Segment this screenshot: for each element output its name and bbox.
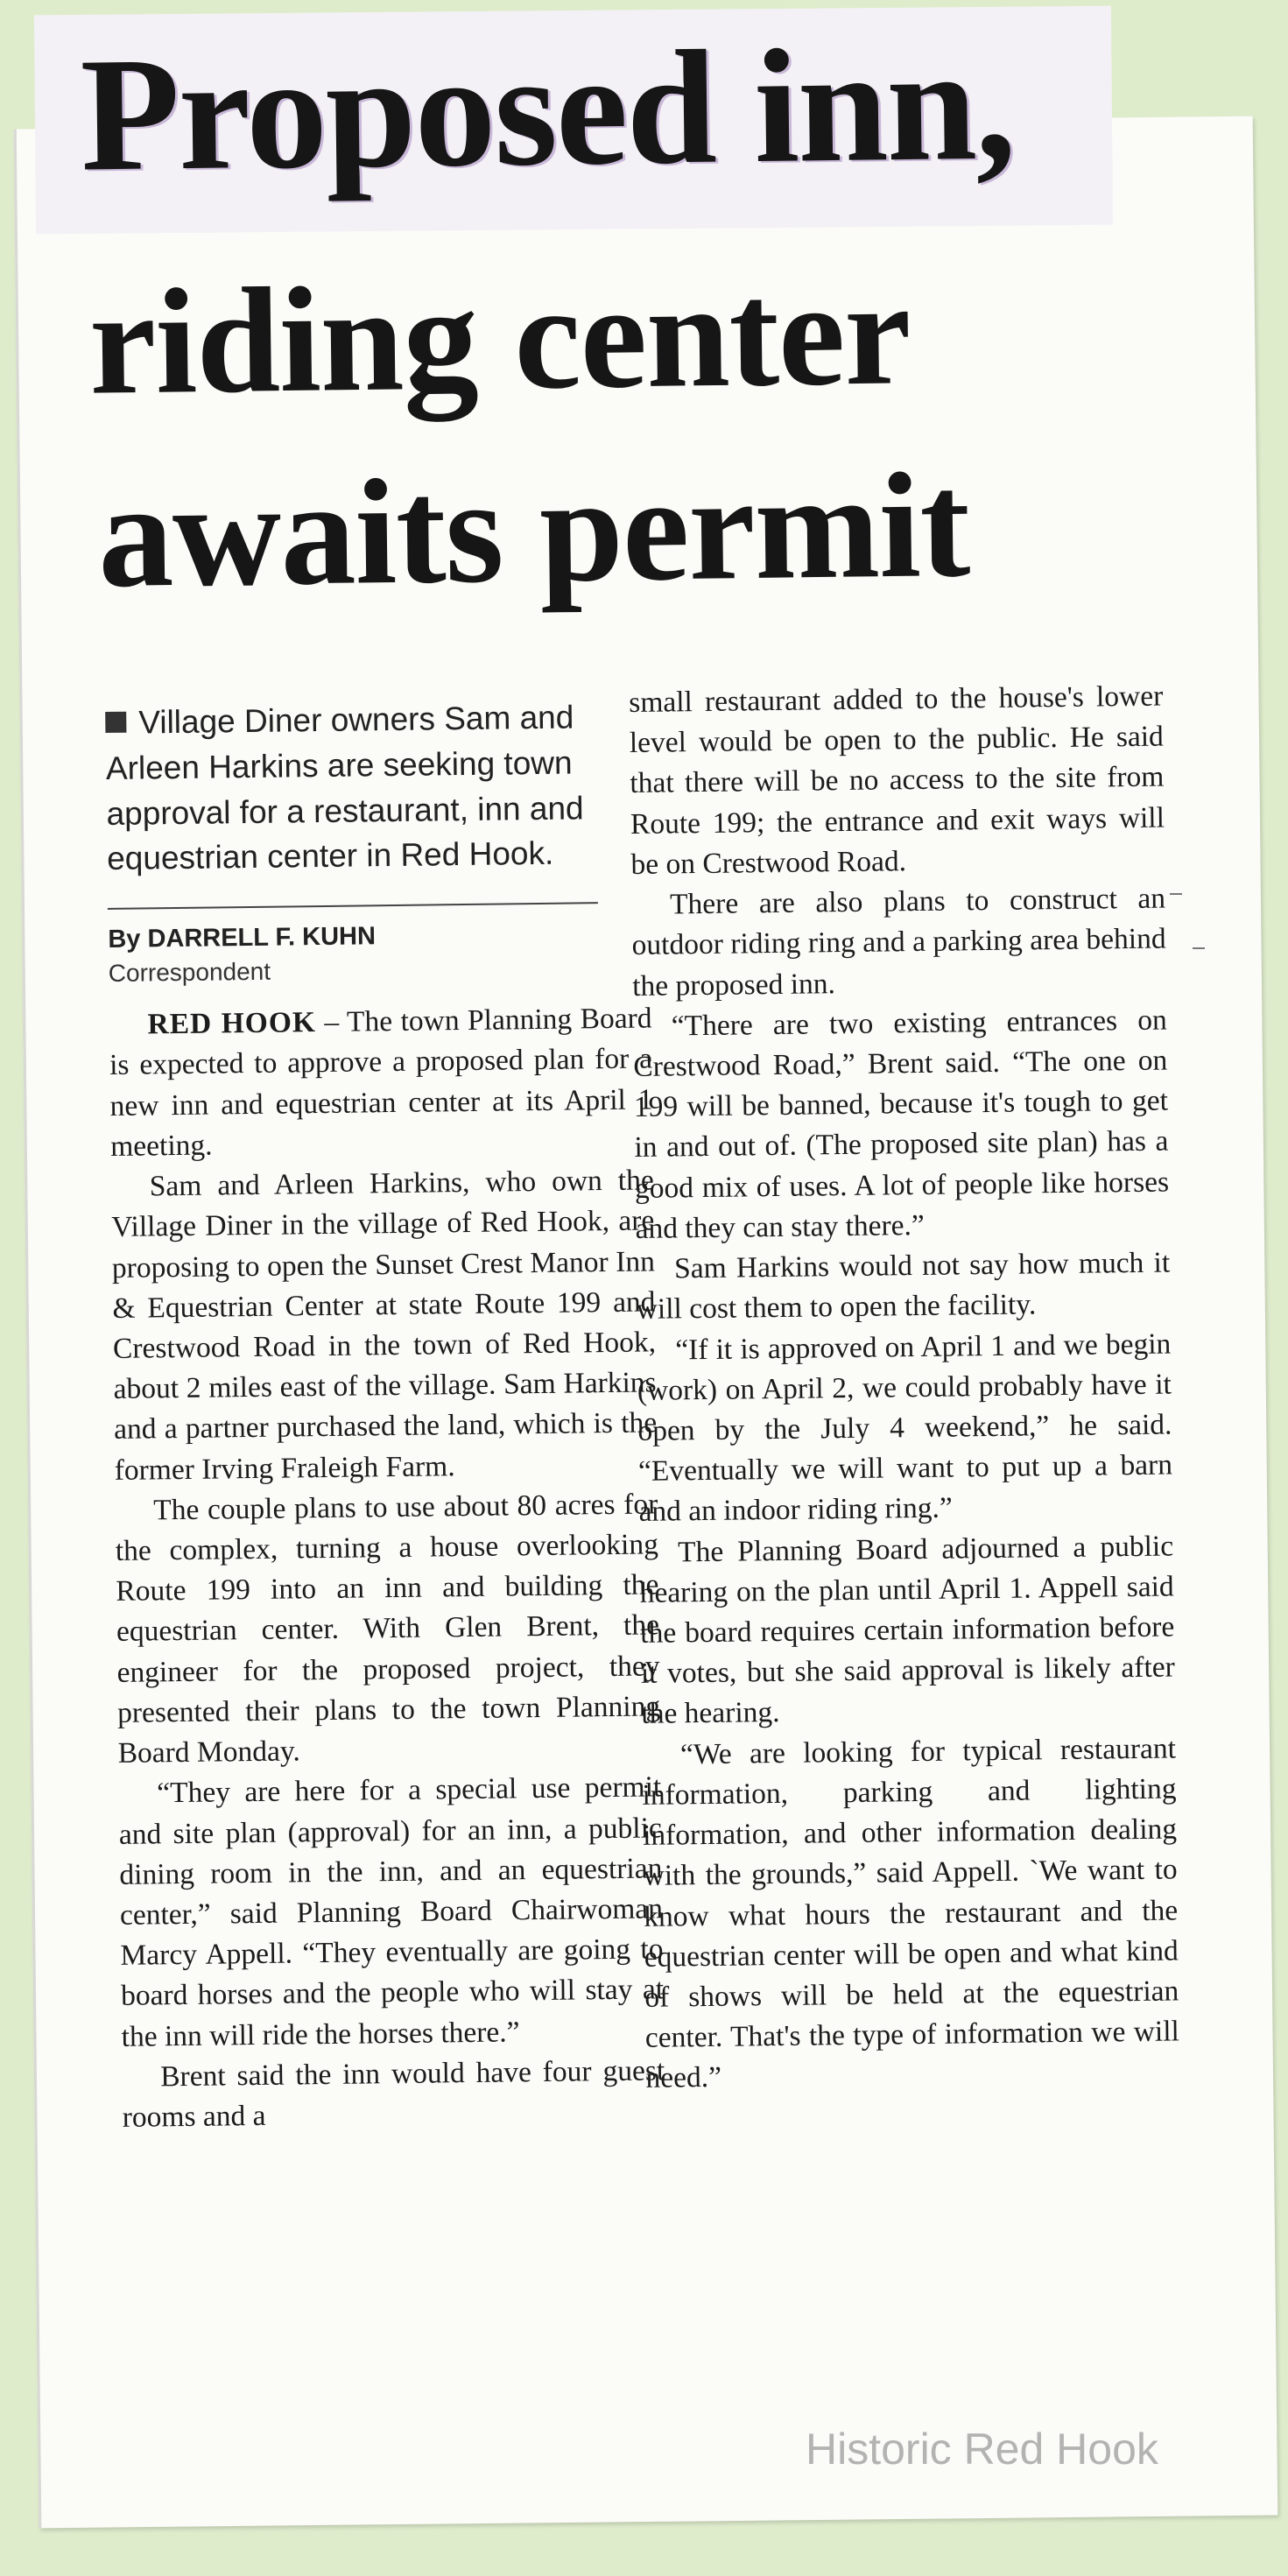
article-paragraph: “There are two existing entrances on Crestwood Road,” Brent said. “The one on 199 will be banned, because it's tough to get in and out of. (The proposed site plan) has a good mix of uses. A lot of people like horses and they can stay there.” <box>633 1003 1170 1245</box>
right-column <box>629 677 1180 2100</box>
deck-text: Village Diner owners Sam and Arleen Harkins are seeking town approval for a restaurant, inn and equestrian center in Red Hook. <box>105 699 584 877</box>
deck-divider <box>108 902 598 910</box>
watermark-text: Historic Red Hook <box>806 2425 1158 2474</box>
margin-mark <box>1193 947 1205 949</box>
headline-line-1: Proposed inn, <box>79 13 1016 206</box>
article-paragraph: Sam and Arleen Harkins, who own the Village Diner in the village of Red Hook, are proposing to open the Sunset Crest Manor Inn & Equestrian Center at state Route 199 and Crestwood Road in the town of Red Hook, about 2 miles east of the village. Sam Harkins and a partner purchased the land, which is the former Irving Fraleigh Farm. <box>111 1164 658 1487</box>
left-column <box>105 693 665 2138</box>
headline-line-2: riding center <box>88 250 911 426</box>
bullet-square-icon <box>105 712 126 733</box>
margin-mark <box>1170 893 1182 895</box>
article-paragraph: “We are looking for typical restaurant information, parking and lighting information, and other information dealing with the grounds,” said Appell. `We want to know what hours the restaurant and the equestrian center will be open and what kind of shows will be held at the equestrian center. That's the type of information we will need.” <box>642 1732 1180 2095</box>
article-paragraph: Sam Harkins would not say how much it will cost them to open the facility. <box>636 1246 1171 1327</box>
article-paragraph: Brent said the inn would have four guest rooms and a <box>122 2054 665 2134</box>
article-paragraph-continued: small restaurant added to the house's lower level would be open to the public. He said that there will be no access to the site from Route 199; the entrance and exit ways will be on Crestwood Road. <box>629 679 1165 881</box>
byline-role: Correspondent <box>108 957 271 988</box>
paragraph-text: – The town Planning Board is expected to approve a proposed plan for a new inn and equestrian center at its April 1 meeting. <box>109 1002 653 1163</box>
deck-summary <box>105 693 650 882</box>
article-paragraph <box>109 999 653 1167</box>
headline-line-3: awaits permit <box>96 441 971 620</box>
byline: By DARRELL F. KUHN <box>108 922 377 954</box>
article-body-left <box>109 999 665 2139</box>
dateline: RED HOOK <box>147 1006 317 1041</box>
article-paragraph: “If it is approved on April 1 and we begin (work) on April 2, we could probably have it open by the July 4 weekend,” he said. “Eventually we will want to put up a barn and an indoor riding ring.” <box>637 1327 1173 1529</box>
article-paragraph: There are also plans to construct an outdoor riding ring and a parking area behind the proposed inn. <box>631 882 1166 1003</box>
article-paragraph: The couple plans to use about 80 acres for the complex, turning a house overlooking Route 199 into an inn and building the equestrian center. With Glen Brent, the engineer for the proposed project, they presented their plans to the town Planning Board Monday. <box>115 1488 661 1770</box>
article-paragraph: “They are here for a special use permit and site plan (approval) for an inn, a public dining room in the inn, and an equestrian center,” said Planning Board Chairwoman Marcy Appell. “They eventually are going to board horses and the people who will stay at the inn will ride the horses there.” <box>118 1770 665 2053</box>
article-body-right <box>629 677 1180 2100</box>
article-paragraph: The Planning Board adjourned a public hearing on the plan until April 1. Appell said the board requires certain information before it votes, but she said approval is likely after the hearing. <box>639 1530 1176 1731</box>
